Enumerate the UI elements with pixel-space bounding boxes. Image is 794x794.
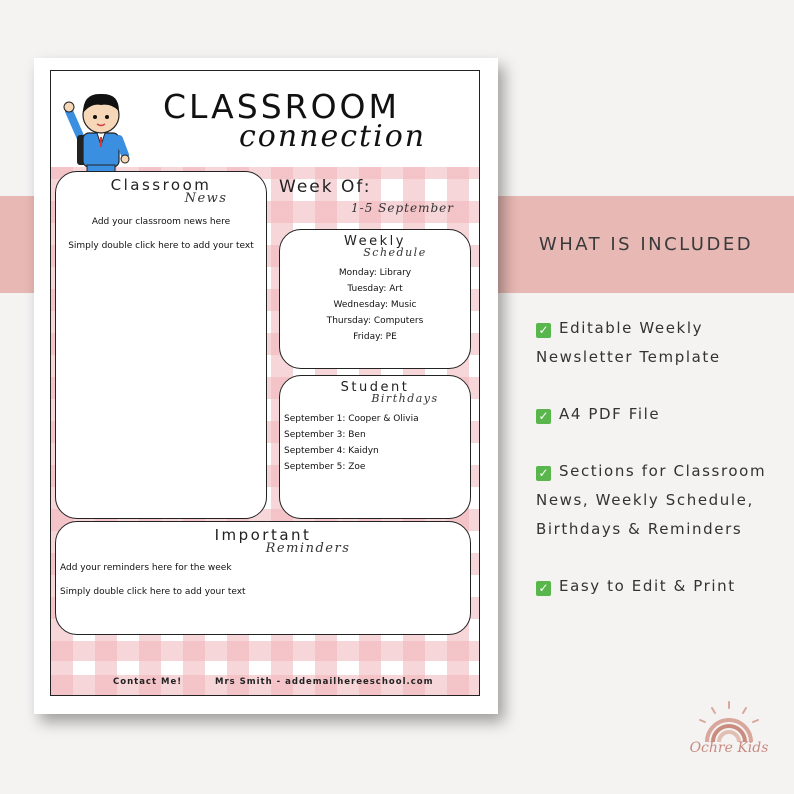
weekly-schedule-box[interactable] — [279, 229, 471, 369]
newsletter-title: CLASSROOM — [163, 87, 401, 126]
feature-text: Sections for Classroom News, Weekly Schedule, Birthdays & Reminders — [536, 462, 767, 538]
schedule-item[interactable]: Monday: Library — [338, 268, 412, 278]
schedule-item[interactable]: Friday: PE — [353, 332, 397, 342]
birthday-item[interactable]: September 4: Kaidyn — [284, 446, 379, 456]
schedule-heading: Weekly — [344, 234, 406, 249]
student-birthdays-box[interactable] — [279, 375, 471, 519]
reminder-text-line[interactable]: Simply double click here to add your text — [60, 587, 246, 597]
birthday-item[interactable]: September 3: Ben — [284, 430, 366, 440]
feature-item — [536, 457, 776, 544]
news-text-line[interactable]: Simply double click here to add your text — [68, 241, 254, 251]
classroom-news-box[interactable] — [55, 171, 267, 519]
included-title: WHAT IS INCLUDED — [538, 234, 754, 255]
week-of-label: Week Of: — [279, 177, 372, 197]
news-heading: Classroom — [110, 176, 212, 194]
brand-name: Ochre Kids — [689, 740, 769, 756]
brand-logo — [684, 700, 774, 770]
schedule-item[interactable]: Tuesday: Art — [347, 284, 403, 294]
check-icon: ✓ — [536, 323, 551, 338]
news-text-line[interactable]: Add your classroom news here — [91, 217, 231, 227]
reminders-subheading: Reminders — [265, 541, 351, 556]
newsletter-subtitle: connection — [239, 119, 427, 154]
newsletter-footer — [51, 671, 479, 691]
newsletter-page — [34, 58, 498, 714]
rainbow-icon — [684, 700, 774, 744]
feature-item — [536, 572, 776, 601]
feature-text: Easy to Edit & Print — [559, 577, 736, 595]
birthday-item[interactable]: September 5: Zoe — [284, 462, 366, 472]
reminders-heading: Important — [214, 526, 312, 544]
schedule-item[interactable]: Wednesday: Music — [333, 300, 417, 310]
reminder-text-line[interactable]: Add your reminders here for the week — [60, 563, 232, 573]
birthdays-subheading: Birthdays — [371, 392, 439, 405]
feature-text: Editable Weekly Newsletter Template — [536, 319, 721, 366]
birthday-item[interactable]: September 1: Cooper & Olivia — [284, 414, 419, 424]
feature-item — [536, 314, 776, 372]
check-icon: ✓ — [536, 581, 551, 596]
important-reminders-box[interactable] — [55, 521, 471, 635]
schedule-subheading: Schedule — [363, 246, 427, 259]
contact-info[interactable]: Mrs Smith - addemailhereeschool.com — [215, 677, 434, 687]
feature-list — [536, 314, 776, 629]
news-subheading: News — [184, 191, 228, 206]
contact-label: Contact Me! — [113, 677, 183, 687]
check-icon: ✓ — [536, 409, 551, 424]
feature-item — [536, 400, 776, 429]
week-date[interactable]: 1-5 September — [351, 201, 454, 215]
newsletter-sheet — [50, 70, 480, 696]
schedule-item[interactable]: Thursday: Computers — [326, 316, 424, 326]
feature-text: A4 PDF File — [559, 405, 661, 423]
check-icon: ✓ — [536, 466, 551, 481]
birthdays-heading: Student — [340, 380, 410, 395]
